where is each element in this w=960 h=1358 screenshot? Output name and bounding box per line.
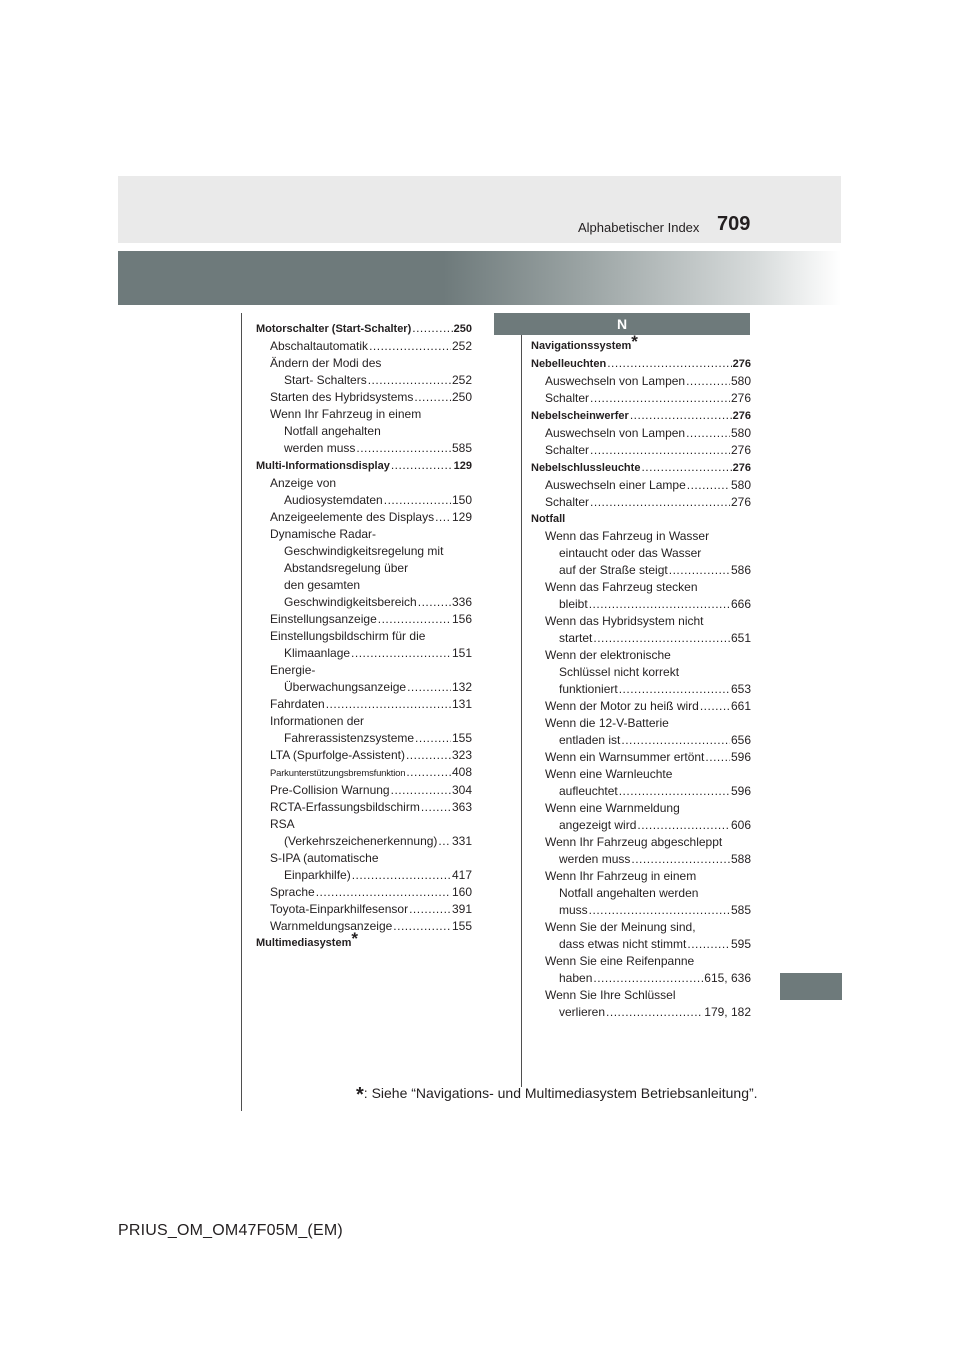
index-entry[interactable]: Fahrerassistenzsysteme ..... 155 <box>256 730 472 747</box>
index-entry-line: den gesamten <box>284 578 361 592</box>
index-entry[interactable]: (Verkehrszeichenerkennung) ..... 331 <box>256 833 472 850</box>
index-entry[interactable]: Überwachungsanzeige ..... 132 <box>256 679 472 696</box>
index-entry[interactable]: angezeigt wird ..... 606 <box>531 817 751 834</box>
index-entry-line: Wenn das Fahrzeug in Wasser <box>545 529 710 543</box>
index-entry[interactable]: Auswechseln von Lampen ..... 580 <box>531 425 751 442</box>
index-entry[interactable]: Geschwindigkeitsbereich ..... 336 <box>256 594 472 611</box>
index-entry-line: Dynamische Radar- <box>270 527 377 541</box>
index-entry[interactable]: werden muss ..... 588 <box>531 851 751 868</box>
index-entry-line: Notfall angehalten werden <box>559 886 699 900</box>
index-entry-line: Wenn das Hybridsystem nicht <box>545 614 704 628</box>
index-entry-line: Wenn Ihr Fahrzeug in einem <box>545 869 697 883</box>
page-number: 709 <box>717 213 751 235</box>
index-entry-line: Notfall <box>531 513 566 525</box>
index-entry[interactable]: startet ..... 651 <box>531 630 751 647</box>
index-entry-line: Geschwindigkeitsregelung mit <box>284 544 444 558</box>
index-entry[interactable]: Pre-Collision Warnung ..... 304 <box>256 782 472 799</box>
index-entry-line: S-IPA (automatische <box>270 851 379 865</box>
index-entry[interactable]: Parkunterstützungsbremsfunktion ..... 408 <box>256 764 472 782</box>
section-title: Alphabetischer Index <box>578 220 700 235</box>
index-entry[interactable]: werden muss ..... 585 <box>256 440 472 457</box>
index-entry[interactable]: Multimediasystem* <box>256 929 358 949</box>
index-entry-line: Einstellungsbildschirm für die <box>270 629 426 643</box>
index-entry[interactable]: bleibt ..... 666 <box>531 596 751 613</box>
index-entry[interactable]: Toyota-Einparkhilfesensor ..... 391 <box>256 901 472 918</box>
footnote-marker: * <box>351 929 358 948</box>
index-entry[interactable]: Wenn ein Warnsummer ertönt ..... 596 <box>531 749 751 766</box>
index-entry[interactable]: Multi-Informationsdisplay ..... 129 <box>256 457 472 475</box>
index-entry[interactable]: Nebelschlussleuchte ..... 276 <box>531 459 751 477</box>
footnote-star: * <box>356 1084 364 1106</box>
footnote-text: : Siehe “Navigations- und Multimediasystem Betriebsanleitung”. <box>363 1085 758 1101</box>
index-entry[interactable]: Start- Schalters ..... 252 <box>256 372 472 389</box>
index-entry-line: Informationen der <box>270 714 365 728</box>
index-entry[interactable]: Anzeigeelemente des Displays ..... 129 <box>256 509 472 526</box>
index-column-left <box>256 320 472 952</box>
index-entry[interactable]: Schalter ..... 276 <box>531 390 751 407</box>
index-entry-line: Abstandsregelung über <box>284 561 409 575</box>
index-entry[interactable]: Nebelscheinwerfer ..... 276 <box>531 407 751 425</box>
index-entry[interactable]: muss ..... 585 <box>531 902 751 919</box>
index-entry[interactable]: auf der Straße steigt ..... 586 <box>531 562 751 579</box>
index-entry[interactable]: entladen ist ..... 656 <box>531 732 751 749</box>
index-entry-line: Notfall angehalten <box>284 424 381 438</box>
index-entry[interactable]: Wenn der Motor zu heiß wird ..... 661 <box>531 698 751 715</box>
index-side-tab[interactable] <box>780 973 842 1000</box>
index-entry-line: Energie- <box>270 663 316 677</box>
index-entry[interactable]: Warnmeldungsanzeige ..... 155 <box>256 918 472 935</box>
index-entry[interactable]: Nebelleuchten ..... 276 <box>531 355 751 373</box>
index-entry-line: eintaucht oder das Wasser <box>559 546 702 560</box>
index-entry-line: Wenn Sie eine Reifenpanne <box>545 954 695 968</box>
left-divider <box>241 313 242 1111</box>
center-divider <box>521 335 522 1087</box>
index-entry[interactable]: Abschaltautomatik ..... 252 <box>256 338 472 355</box>
index-entry[interactable]: Navigationssystem* <box>531 332 638 352</box>
index-entry[interactable]: Einparkhilfe) ..... 417 <box>256 867 472 884</box>
index-entry[interactable]: funktioniert ..... 653 <box>531 681 751 698</box>
index-entry[interactable]: LTA (Spurfolge-Assistent) ..... 323 <box>256 747 472 764</box>
index-entry-line: Schlüssel nicht korrekt <box>559 665 680 679</box>
index-entry[interactable]: Starten des Hybridsystems ..... 250 <box>256 389 472 406</box>
index-entry[interactable]: dass etwas nicht stimmt ..... 595 <box>531 936 751 953</box>
letter-heading: N <box>494 313 750 335</box>
index-entry-line: Wenn eine Warnmeldung <box>545 801 680 815</box>
index-column-right <box>531 332 751 1021</box>
index-entry-line: Wenn eine Warnleuchte <box>545 767 673 781</box>
index-entry[interactable]: Auswechseln von Lampen ..... 580 <box>531 373 751 390</box>
index-entry-line: Wenn Sie der Meinung sind, <box>545 920 696 934</box>
footnote <box>356 1084 758 1107</box>
index-entry[interactable]: Klimaanlage ..... 151 <box>256 645 472 662</box>
index-entry[interactable]: RCTA-Erfassungsbildschirm ..... 363 <box>256 799 472 816</box>
index-entry[interactable]: Schalter ..... 276 <box>531 442 751 459</box>
index-entry-line: Ändern der Modi des <box>270 356 382 370</box>
index-entry-line: Wenn der elektronische <box>545 648 671 662</box>
index-entry[interactable]: Motorschalter (Start-Schalter) ..... 250 <box>256 320 472 338</box>
index-entry-line: Wenn Ihr Fahrzeug in einem <box>270 407 422 421</box>
index-entry[interactable]: aufleuchtet ..... 596 <box>531 783 751 800</box>
index-entry[interactable]: haben ..... 615, 636 <box>531 970 751 987</box>
document-code: PRIUS_OM_OM47F05M_(EM) <box>118 1222 343 1239</box>
index-entry[interactable]: Auswechseln einer Lampe ..... 580 <box>531 477 751 494</box>
index-entry[interactable]: Einstellungsanzeige ..... 156 <box>256 611 472 628</box>
index-entry-line: Wenn Sie Ihre Schlüssel <box>545 988 676 1002</box>
index-entry[interactable]: Audiosystemdaten ..... 150 <box>256 492 472 509</box>
gradient-bar <box>118 251 841 305</box>
index-entry-line: Anzeige von <box>270 476 337 490</box>
footnote-marker: * <box>631 332 638 351</box>
index-entry[interactable]: Fahrdaten ..... 131 <box>256 696 472 713</box>
index-entry[interactable]: Sprache ..... 160 <box>256 884 472 901</box>
index-entry[interactable]: verlieren ..... 179, 182 <box>531 1004 751 1021</box>
index-entry-line: RSA <box>270 817 295 831</box>
index-entry-line: Wenn Ihr Fahrzeug abgeschleppt <box>545 835 723 849</box>
index-entry-line: Wenn das Fahrzeug stecken <box>545 580 698 594</box>
index-entry-line: Wenn die 12-V-Batterie <box>545 716 669 730</box>
index-entry[interactable]: Schalter ..... 276 <box>531 494 751 511</box>
